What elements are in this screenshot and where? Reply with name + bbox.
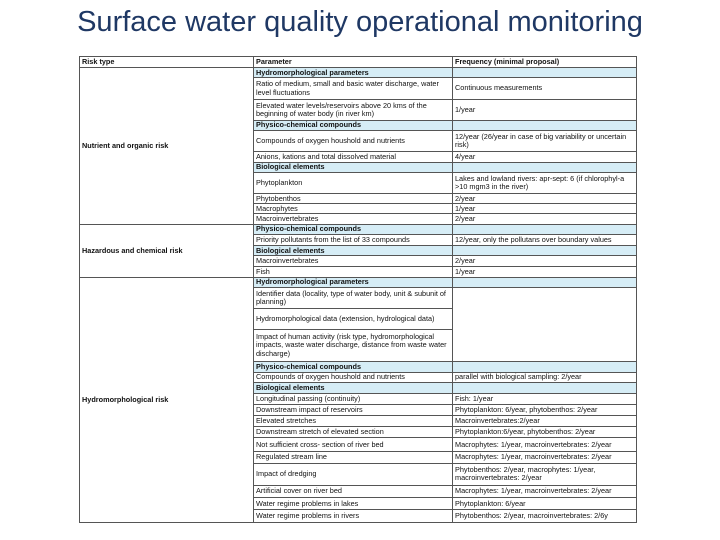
parameter-cell: Phytobenthos — [254, 193, 453, 203]
frequency-cell: Macrophytes: 1/year, macroinvertebrates: 2/year — [453, 485, 637, 497]
parameter-cell: Ratio of medium, small and basic water discharge, water level fluctuations — [254, 78, 453, 99]
frequency-cell: Phytobenthos: 2/year, macroinvertebrates: 2/6y — [453, 510, 637, 523]
table-row — [80, 277, 637, 287]
frequency-cell: 1/year — [453, 267, 637, 277]
parameter-cell: Phytoplankton — [254, 172, 453, 193]
frequency-cell — [453, 224, 637, 234]
section-header-cell: Hydromorphological parameters — [254, 68, 453, 78]
section-header-cell: Physico-chemical compounds — [254, 224, 453, 234]
frequency-cell: Phytoplankton:6/year, phytobenthos: 2/year — [453, 426, 637, 437]
header-frequency: Frequency (minimal proposal) — [453, 57, 637, 68]
frequency-cell: Macrophytes: 1/year, macroinvertebrates: 2/year — [453, 452, 637, 463]
monitoring-table-body — [80, 57, 637, 523]
frequency-cell: Phytobenthos: 2/year, macrophytes: 1/year, macroinvertebrates: 2/year — [453, 463, 637, 485]
frequency-cell: Macrophytes: 1/year, macroinvertebrates: 2/year — [453, 437, 637, 452]
frequency-cell: parallel with biological sampling: 2/year — [453, 372, 637, 382]
parameter-cell: Hydromorphological data (extension, hydrological data) — [254, 309, 453, 330]
parameter-cell: Compounds of oxygen houshold and nutrients — [254, 372, 453, 382]
risk-type-cell: Hazardous and chemical risk — [80, 224, 254, 277]
section-header-cell: Hydromorphological parameters — [254, 277, 453, 287]
parameter-cell: Elevated stretches — [254, 416, 453, 426]
parameter-cell: Compounds of oxygen houshold and nutrients — [254, 131, 453, 152]
parameter-cell: Downstream stretch of elevated section — [254, 426, 453, 437]
frequency-cell — [453, 162, 637, 172]
parameter-cell: Impact of dredging — [254, 463, 453, 485]
parameter-cell: Downstream impact of reservoirs — [254, 405, 453, 416]
frequency-cell: 2/year — [453, 193, 637, 203]
monitoring-table — [79, 56, 637, 523]
section-header-cell: Biological elements — [254, 383, 453, 394]
frequency-cell — [453, 246, 637, 256]
parameter-cell: Macroinvertebrates — [254, 256, 453, 267]
frequency-cell: Phytoplankton: 6/year, phytobenthos: 2/year — [453, 405, 637, 416]
frequency-cell: 12/year, only the pollutans over boundary values — [453, 234, 637, 245]
frequency-cell: Fish: 1/year — [453, 394, 637, 405]
parameter-cell: Macroinvertebrates — [254, 214, 453, 224]
frequency-cell: 4/year — [453, 152, 637, 162]
parameter-cell: Regulated stream line — [254, 452, 453, 463]
frequency-cell: 1/year — [453, 99, 637, 120]
parameter-cell: Impact of human activity (risk type, hydromorphological impacts, waste water discharge, distance from waste water discharge) — [254, 330, 453, 361]
parameter-cell: Anions, kations and total dissolved material — [254, 152, 453, 162]
parameter-cell: Artificial cover on river bed — [254, 485, 453, 497]
parameter-cell: Macrophytes — [254, 204, 453, 214]
section-header-cell: Biological elements — [254, 162, 453, 172]
frequency-cell — [453, 68, 637, 78]
parameter-cell: Priority pollutants from the list of 33 compounds — [254, 234, 453, 245]
frequency-cell: Phytoplankton: 6/year — [453, 498, 637, 510]
frequency-cell — [453, 287, 637, 361]
parameter-cell: Water regime problems in lakes — [254, 498, 453, 510]
frequency-cell: 2/year — [453, 214, 637, 224]
frequency-cell: Continuous measurements — [453, 78, 637, 99]
frequency-cell: Lakes and lowland rivers: apr-sept: 6 (if chlorophyl-a >10 mgm3 in the river) — [453, 172, 637, 193]
frequency-cell — [453, 120, 637, 130]
parameter-cell: Not sufficient cross- section of river bed — [254, 437, 453, 452]
frequency-cell — [453, 383, 637, 394]
parameter-cell: Water regime problems in rivers — [254, 510, 453, 523]
frequency-cell: 12/year (26/year in case of big variability or uncertain risk) — [453, 131, 637, 152]
monitoring-table-wrapper — [79, 56, 636, 523]
section-header-cell: Biological elements — [254, 246, 453, 256]
parameter-cell: Longitudinal passing (continuity) — [254, 394, 453, 405]
table-header-row — [80, 57, 637, 68]
section-header-cell: Physico-chemical compounds — [254, 120, 453, 130]
frequency-cell: Macroinvertebrates:2/year — [453, 416, 637, 426]
parameter-cell: Fish — [254, 267, 453, 277]
risk-type-cell: Nutrient and organic risk — [80, 68, 254, 225]
parameter-cell: Elevated water levels/reservoirs above 20 kms of the beginning of water body (in river km) — [254, 99, 453, 120]
section-header-cell: Physico-chemical compounds — [254, 361, 453, 372]
page-title: Surface water quality operational monitoring — [77, 6, 643, 38]
table-row — [80, 68, 637, 78]
risk-type-cell: Hydromorphological risk — [80, 277, 254, 522]
frequency-cell: 2/year — [453, 256, 637, 267]
header-parameter: Parameter — [254, 57, 453, 68]
frequency-cell — [453, 361, 637, 372]
header-risk-type: Risk type — [80, 57, 254, 68]
frequency-cell: 1/year — [453, 204, 637, 214]
frequency-cell — [453, 277, 637, 287]
parameter-cell: Identifier data (locality, type of water body, unit & subunit of planning) — [254, 287, 453, 308]
table-row — [80, 224, 637, 234]
